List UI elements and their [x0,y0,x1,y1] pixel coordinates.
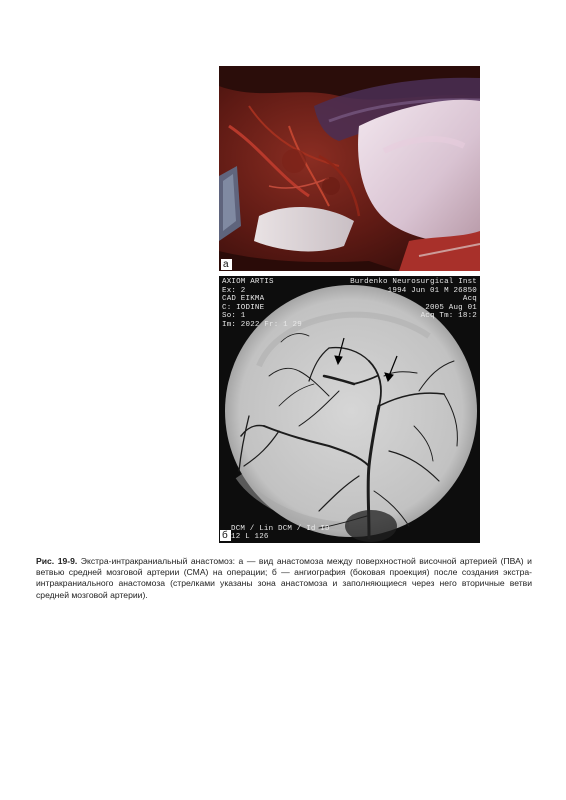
figure-caption [36,556,532,601]
figure-number: Рис. 19-9. [36,556,78,566]
overlay-left-info [222,278,302,330]
panel-label-b: б [220,530,231,541]
overlay-line: AXIOM ARTIS [222,278,274,286]
overlay-bottom-info [231,525,330,542]
overlay-line: Acq [462,295,477,304]
overlay-line: Ex: 2 [222,286,246,295]
overlay-line: 1994 Jun 01 M 26850 [387,286,477,295]
surgical-photo [219,66,480,271]
overlay-line: Acq Tm: 18:2 [420,312,477,321]
overlay-right-info [350,278,477,321]
surgical-photo-image [219,66,480,271]
angiogram-image [219,276,480,543]
overlay-line: Burdenko Neurosurgical Inst [350,278,477,286]
caption-text: Экстра-интракраниальный анастомоз: а — вид анастомоза между поверхностной височной артерией (ПВА) и ветвью средней мозговой артерии (СМА) на операции; б — ангиография (боковая проекция) после создания экстра-интракраниального анастомоза (стрелками указаны зона анастомоза и заполняющиеся через него вторичные ветви средней мозговой артерии). [36,556,532,600]
panel-label-a: а [221,259,232,270]
overlay-line: So: 1 [222,312,246,321]
overlay-line: Im: 2022 Fr: 1 29 [222,320,302,329]
overlay-line: 12 L 126 [231,533,269,542]
overlay-line: 2005 Aug 01 [425,303,477,312]
overlay-line: C: IODINE [222,303,265,312]
overlay-line: DCM / Lin DCM / Id ID [231,524,330,533]
overlay-line: CAD EIKMA [222,295,265,304]
